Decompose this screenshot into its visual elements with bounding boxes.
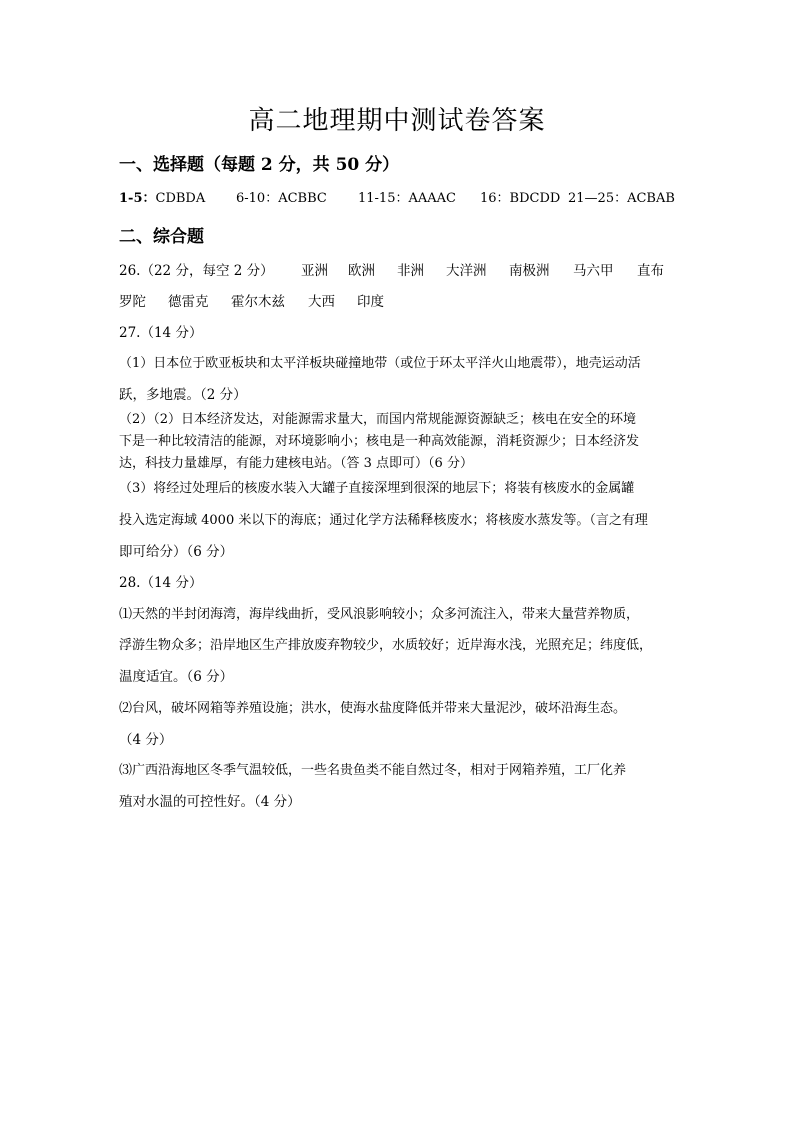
q27-line: （1）日本位于欧亚板块和太平洋板块碰撞地带（或位于环太平洋火山地震带），地壳运动活 bbox=[119, 356, 641, 371]
q26-answer: 非洲 bbox=[397, 263, 424, 279]
q26-answer: 德雷克 bbox=[168, 294, 209, 310]
page-title: 高二地理期中测试卷答案 bbox=[248, 106, 546, 136]
q26-answer: 霍尔木兹 bbox=[231, 294, 285, 310]
q27-line: （2）（2）日本经济发达，对能源需求量大，而国内常规能源资源缺乏；核电在安全的环境 bbox=[119, 412, 637, 427]
q27-head: 27.（14 分） bbox=[119, 325, 203, 341]
q28-line: ⑵台风，破坏网箱等养殖设施；洪水，使海水盐度降低并带来大量泥沙，破坏沿海生态。 bbox=[119, 701, 627, 716]
q26-answer: 直布 bbox=[637, 263, 664, 279]
q27-line: 投入选定海域 4000 米以下的海底；通过化学方法稀释核废水；将核废水蒸发等。（言之有理 bbox=[119, 513, 648, 528]
q26-answer: 欧洲 bbox=[348, 263, 375, 279]
section1-heading: 一、选择题（每题 2 分，共 50 分） bbox=[119, 155, 400, 175]
q28-line: ⑴天然的半封闭海湾，海岸线曲折，受风浪影响较小；众多河流注入，带来大量营养物质， bbox=[119, 607, 640, 622]
mc-group-1-5: 1-5：CDBDA bbox=[119, 191, 206, 206]
section2-heading: 二、综合题 bbox=[119, 227, 204, 247]
q27-line: 下是一种比较清洁的能源，对环境影响小；核电是一种高效能源，消耗资源少；日本经济发 bbox=[119, 434, 640, 449]
q28-line: 温度适宜。（6 分） bbox=[119, 669, 234, 685]
mc-group-16: 16：BDCDD bbox=[480, 191, 561, 206]
q28-line: 浮游生物众多；沿岸地区生产排放废弃物较少，水质较好；近岸海水浅，光照充足；纬度低， bbox=[119, 638, 653, 653]
q26-answer: 大西 bbox=[308, 294, 335, 310]
q26-answer: 马六甲 bbox=[573, 263, 614, 279]
q27-line: 跃，多地震。（2 分） bbox=[119, 387, 247, 403]
q27-line: 达，科技力量雄厚，有能力建核电站。（答 3 点即可）（6 分） bbox=[119, 456, 473, 471]
q26-answer: 大洋洲 bbox=[446, 263, 487, 279]
mc-group-21-25: 21—25：ACBAB bbox=[568, 191, 675, 206]
q28-head: 28.（14 分） bbox=[119, 575, 203, 591]
mc-group-6-10: 6-10：ACBBC bbox=[236, 191, 327, 206]
q28-line: （4 分） bbox=[119, 732, 173, 748]
q28-line: ⑶广西沿海地区冬季气温较低，一些名贵鱼类不能自然过冬，相对于网箱养殖，工厂化养 bbox=[119, 763, 627, 778]
q26-head: 26.（22 分，每空 2 分） bbox=[119, 263, 274, 279]
q27-line: （3）将经过处理后的核废水装入大罐子直接深埋到很深的地层下；将装有核废水的金属罐 bbox=[119, 481, 635, 496]
q26-answer: 亚洲 bbox=[301, 263, 328, 279]
q26-answer: 南极洲 bbox=[509, 263, 550, 279]
q26-answer: 印度 bbox=[357, 294, 384, 310]
q27-line: 即可给分）（6 分） bbox=[119, 544, 234, 560]
q26-answer: 罗陀 bbox=[119, 294, 146, 310]
mc-group-11-15: 11-15：AAAAC bbox=[358, 191, 456, 206]
q28-line: 殖对水温的可控性好。（4 分） bbox=[119, 794, 301, 810]
